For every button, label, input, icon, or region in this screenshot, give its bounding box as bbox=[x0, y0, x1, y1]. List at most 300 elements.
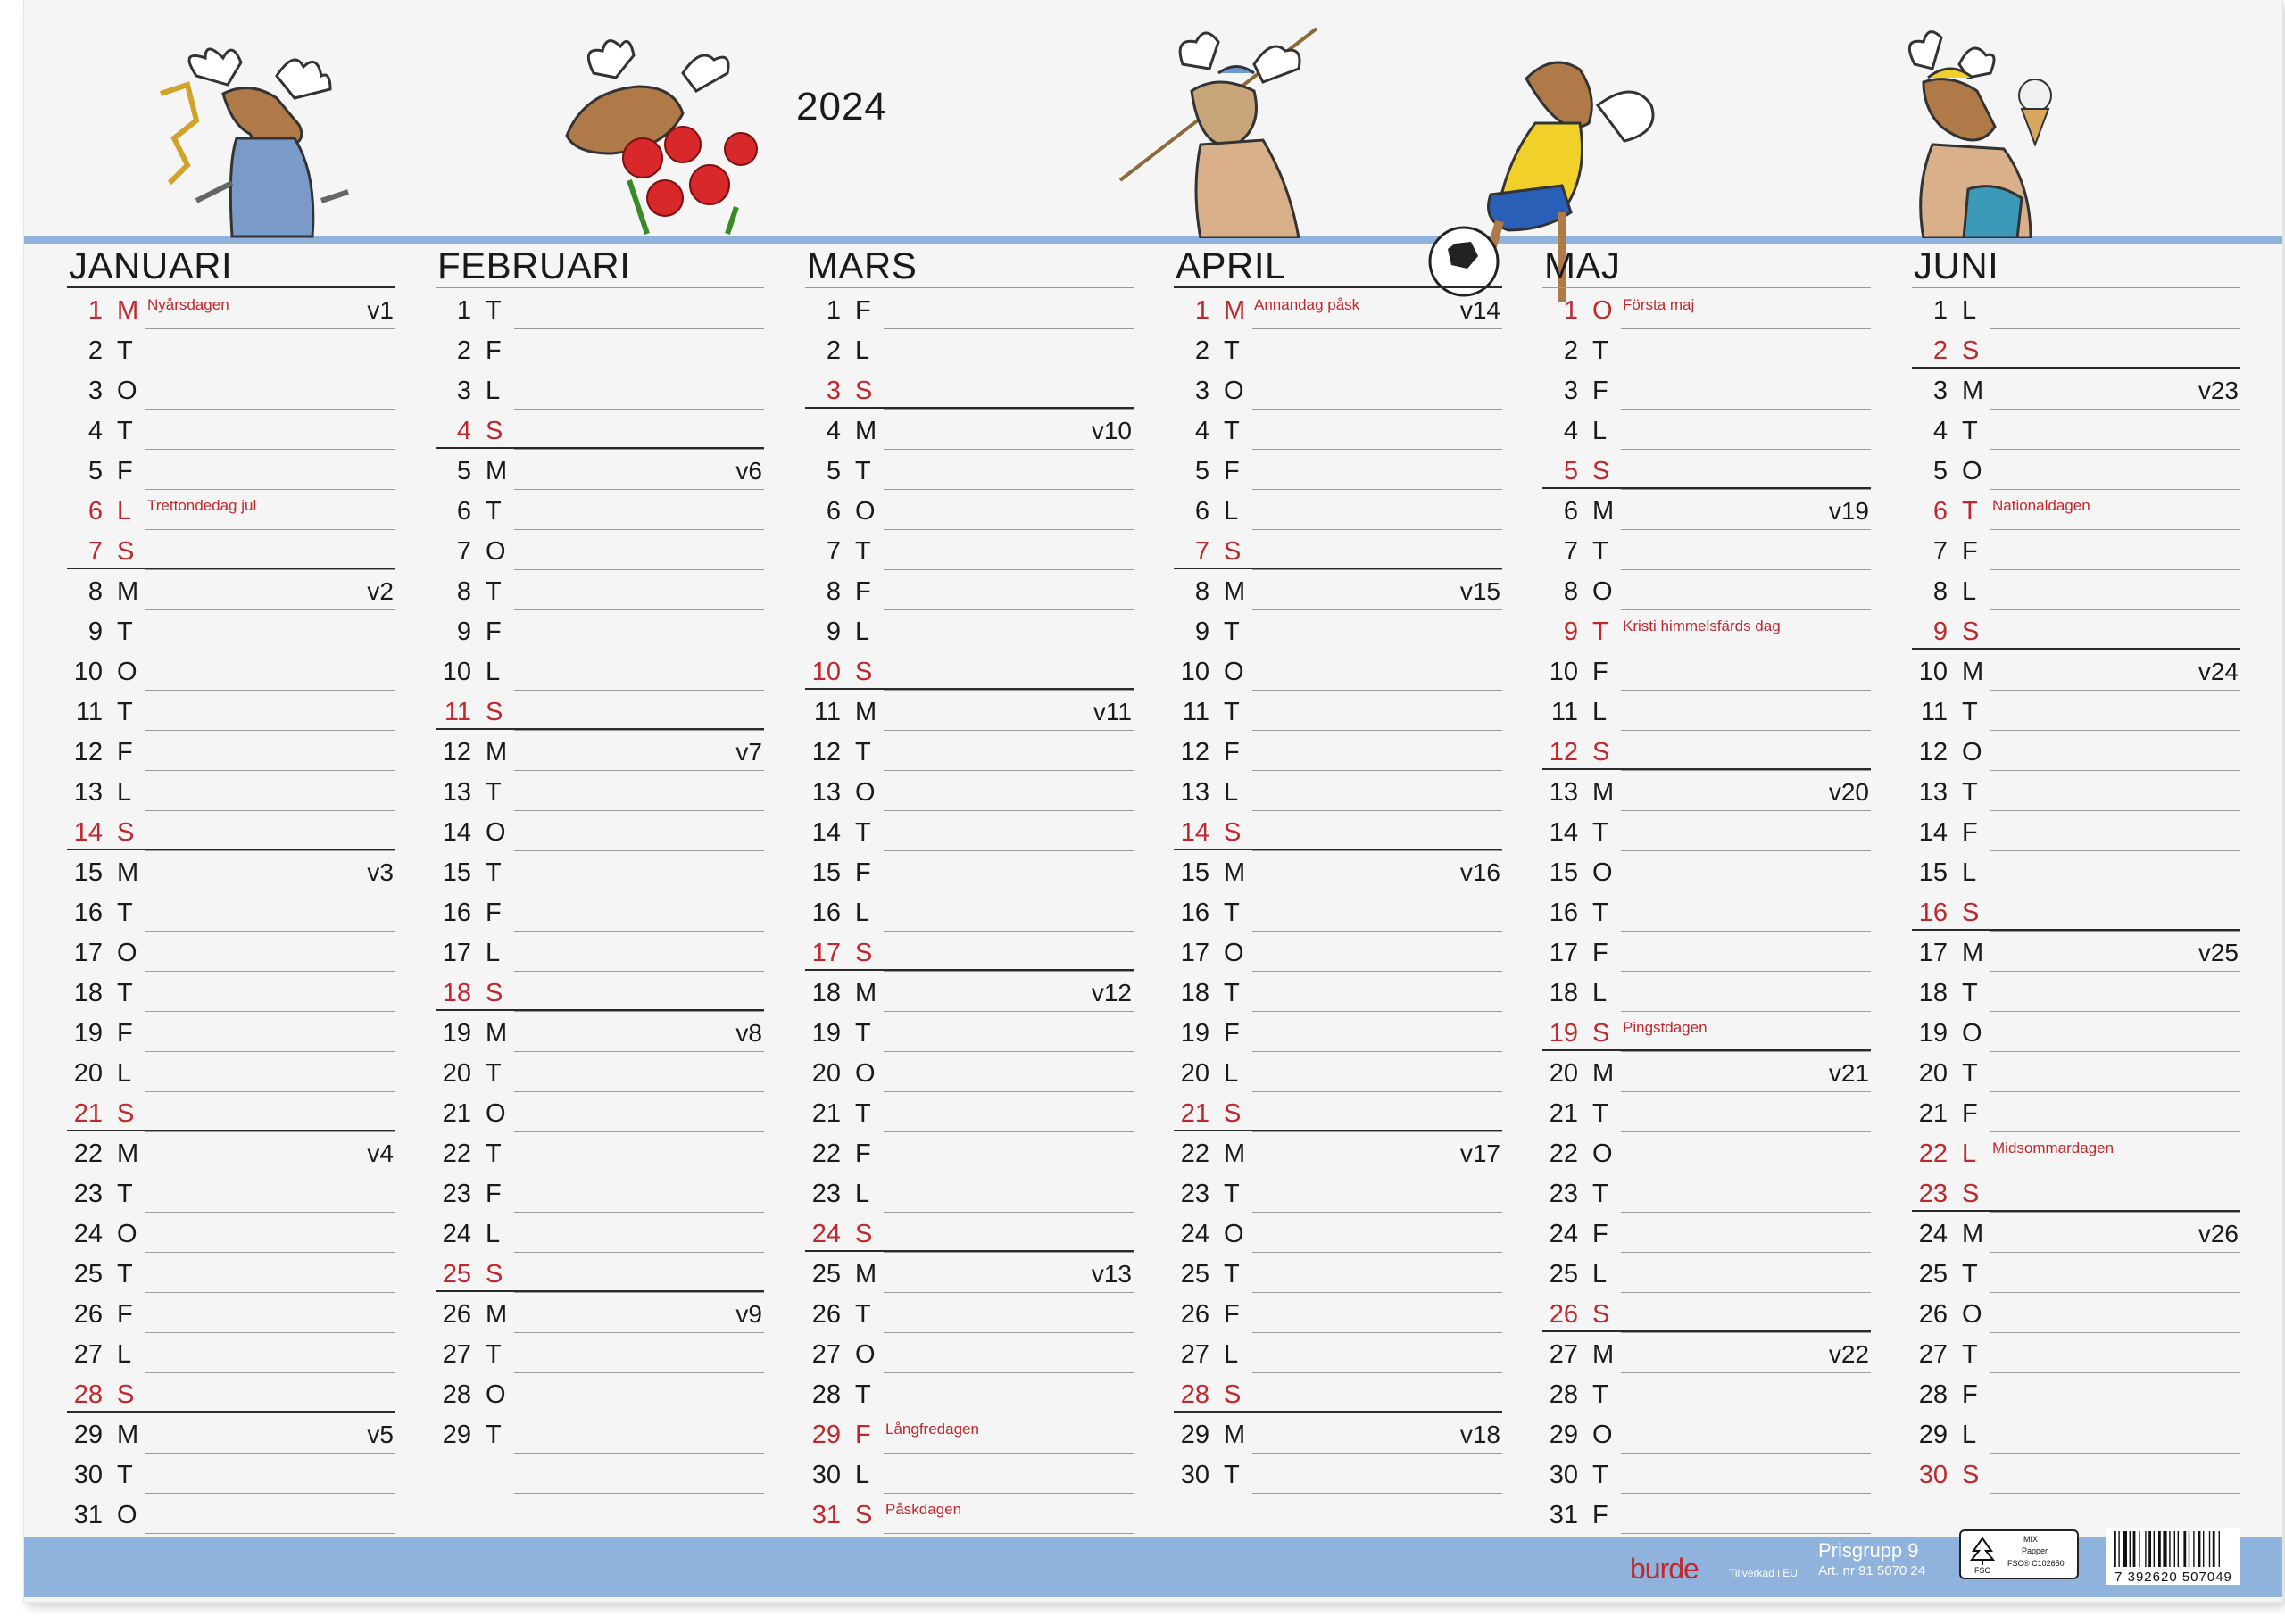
day-number: 20 bbox=[1918, 1059, 1948, 1088]
day-row bbox=[436, 1091, 764, 1131]
weekday-letter: M bbox=[855, 1260, 877, 1288]
day-number: 24 bbox=[1549, 1220, 1578, 1248]
day-row bbox=[436, 690, 764, 730]
weekday-letter: T bbox=[117, 1461, 133, 1489]
day-row bbox=[805, 449, 1134, 489]
day-number: 24 bbox=[1180, 1220, 1209, 1248]
weekday-letter: T bbox=[1962, 698, 1978, 726]
day-number: 13 bbox=[73, 778, 103, 807]
week-number: v20 bbox=[1828, 778, 1869, 806]
weekday-letter: S bbox=[1962, 617, 1980, 646]
weekday-letter: M bbox=[486, 1019, 508, 1048]
barcode-bar bbox=[2123, 1531, 2127, 1567]
day-row bbox=[1542, 1212, 1871, 1252]
day-number: 3 bbox=[456, 377, 471, 405]
day-number: 1 bbox=[826, 296, 841, 325]
day-number: 5 bbox=[1932, 457, 1948, 485]
day-number: 8 bbox=[87, 577, 103, 606]
day-number: 10 bbox=[1180, 658, 1209, 686]
day-row bbox=[1542, 650, 1871, 690]
weekday-letter: T bbox=[486, 497, 502, 526]
day-row bbox=[1542, 770, 1871, 810]
weekday-letter: M bbox=[486, 1300, 508, 1329]
day-row bbox=[436, 529, 764, 569]
day-row bbox=[805, 1453, 1134, 1493]
weekday-letter: M bbox=[486, 738, 508, 766]
weekday-letter: S bbox=[1962, 899, 1980, 927]
barcode-bar bbox=[2163, 1531, 2166, 1567]
day-row bbox=[1912, 1332, 2240, 1372]
day-row bbox=[436, 770, 764, 810]
weekday-letter: S bbox=[855, 1501, 873, 1529]
day-row bbox=[1912, 770, 2240, 810]
day-number: 1 bbox=[1563, 296, 1578, 325]
weekday-letter: O bbox=[1962, 1019, 1982, 1048]
bottom-blue-band bbox=[24, 1537, 2282, 1597]
day-number: 10 bbox=[811, 658, 841, 686]
day-row bbox=[805, 891, 1134, 931]
day-row bbox=[67, 1413, 395, 1453]
barcode-bars bbox=[2106, 1528, 2240, 1569]
day-row bbox=[1912, 1372, 2240, 1413]
day-row bbox=[805, 489, 1134, 529]
weekday-letter: L bbox=[1962, 1139, 1977, 1168]
weekday-letter: O bbox=[1592, 1139, 1613, 1168]
day-row bbox=[1174, 1252, 1502, 1292]
month-column-juni bbox=[1912, 241, 2240, 1493]
barcode-bar bbox=[2154, 1531, 2155, 1567]
weekday-letter: S bbox=[1962, 1461, 1980, 1489]
day-row bbox=[67, 1011, 395, 1051]
weekday-letter: O bbox=[1592, 1421, 1613, 1449]
barcode-bar bbox=[2169, 1531, 2170, 1567]
weekday-letter: F bbox=[855, 577, 871, 606]
day-row bbox=[1174, 288, 1502, 328]
day-number: 1 bbox=[1194, 296, 1209, 325]
day-row bbox=[1542, 1292, 1871, 1332]
day-row bbox=[1912, 369, 2240, 409]
day-number: 6 bbox=[1932, 497, 1948, 526]
day-row bbox=[1912, 1172, 2240, 1212]
day-number: 28 bbox=[1549, 1380, 1578, 1409]
day-row bbox=[67, 891, 395, 931]
day-row bbox=[805, 730, 1134, 770]
day-row bbox=[1542, 971, 1871, 1011]
day-row bbox=[436, 409, 764, 449]
day-row bbox=[1542, 730, 1871, 770]
weekday-letter: T bbox=[1962, 417, 1978, 445]
barcode-number: 7 392620 507049 bbox=[2115, 1570, 2232, 1585]
day-row bbox=[1542, 891, 1871, 931]
day-number: 27 bbox=[442, 1340, 471, 1369]
day-number: 19 bbox=[1918, 1019, 1948, 1048]
day-number: 22 bbox=[442, 1139, 471, 1168]
weekday-letter: F bbox=[1592, 658, 1608, 686]
day-row bbox=[1912, 489, 2240, 529]
day-row bbox=[67, 1212, 395, 1252]
day-row bbox=[436, 1212, 764, 1252]
day-number: 26 bbox=[811, 1300, 841, 1329]
weekday-letter: L bbox=[486, 1220, 501, 1248]
weekday-letter: O bbox=[486, 1099, 506, 1128]
day-number: 13 bbox=[1180, 778, 1209, 807]
writing-line bbox=[1252, 1493, 1502, 1494]
day-number: 20 bbox=[1549, 1059, 1578, 1088]
day-row bbox=[67, 850, 395, 891]
weekday-letter: L bbox=[1962, 296, 1977, 325]
day-number: 21 bbox=[1549, 1099, 1578, 1128]
weekday-letter: T bbox=[855, 738, 871, 766]
day-row bbox=[436, 449, 764, 489]
day-number: 24 bbox=[73, 1220, 103, 1248]
day-number: 5 bbox=[826, 457, 841, 485]
day-number: 3 bbox=[1563, 377, 1578, 405]
weekday-letter: O bbox=[855, 497, 876, 526]
day-row bbox=[67, 931, 395, 971]
month-column-maj bbox=[1542, 241, 1871, 1533]
day-row bbox=[436, 1131, 764, 1172]
day-number: 19 bbox=[73, 1019, 103, 1048]
day-row bbox=[1912, 1011, 2240, 1051]
day-row bbox=[805, 850, 1134, 891]
weekday-letter: L bbox=[855, 336, 870, 365]
week-number: v21 bbox=[1828, 1059, 1869, 1087]
holiday-label: Första maj bbox=[1623, 296, 1695, 313]
day-row bbox=[1542, 1011, 1871, 1051]
week-number: v9 bbox=[735, 1300, 762, 1328]
day-number: 23 bbox=[1549, 1180, 1578, 1208]
week-number: v18 bbox=[1459, 1421, 1500, 1448]
weekday-letter: T bbox=[486, 858, 502, 887]
day-number: 14 bbox=[1918, 818, 1948, 847]
day-row bbox=[1912, 529, 2240, 569]
day-row bbox=[1912, 409, 2240, 449]
weekday-letter: L bbox=[855, 899, 870, 927]
holiday-label: Kristi himmelsfärds dag bbox=[1623, 617, 1781, 634]
day-row bbox=[67, 1131, 395, 1172]
weekday-letter: O bbox=[117, 1220, 137, 1248]
article-number: Art. nr 91 5070 24 bbox=[1818, 1563, 1926, 1578]
weekday-letter: T bbox=[1224, 979, 1240, 1007]
day-row bbox=[805, 328, 1134, 369]
day-number: 18 bbox=[442, 979, 471, 1007]
day-number: 25 bbox=[1918, 1260, 1948, 1288]
day-row bbox=[67, 449, 395, 489]
weekday-letter: S bbox=[117, 1099, 135, 1128]
week-number: v24 bbox=[2198, 658, 2239, 685]
day-number: 4 bbox=[1194, 417, 1209, 445]
weekday-letter: T bbox=[1592, 1180, 1608, 1208]
brand-logo: burde bbox=[1630, 1553, 1699, 1585]
weekday-letter: S bbox=[1224, 1099, 1242, 1128]
day-number: 22 bbox=[1549, 1139, 1578, 1168]
day-number: 14 bbox=[73, 818, 103, 847]
day-row bbox=[1912, 1252, 2240, 1292]
week-number: v1 bbox=[367, 296, 394, 324]
weekday-letter: S bbox=[855, 939, 873, 967]
day-row bbox=[67, 369, 395, 409]
day-row bbox=[1912, 690, 2240, 730]
day-row bbox=[1174, 1372, 1502, 1413]
day-number: 3 bbox=[1194, 377, 1209, 405]
weekday-letter: F bbox=[486, 899, 502, 927]
weekday-letter: F bbox=[1592, 377, 1608, 405]
weekday-letter: T bbox=[1592, 1099, 1608, 1128]
day-row bbox=[1174, 730, 1502, 770]
day-row bbox=[67, 1292, 395, 1332]
day-row bbox=[1174, 810, 1502, 850]
day-number: 9 bbox=[1932, 617, 1948, 646]
weekday-letter: S bbox=[1962, 336, 1980, 365]
day-row bbox=[1912, 1051, 2240, 1091]
day-number: 21 bbox=[442, 1099, 471, 1128]
day-number: 12 bbox=[1180, 738, 1209, 766]
day-row bbox=[1912, 288, 2240, 328]
week-number: v11 bbox=[1093, 698, 1132, 725]
day-row bbox=[436, 971, 764, 1011]
day-row bbox=[1912, 609, 2240, 650]
day-number: 30 bbox=[1549, 1461, 1578, 1489]
weekday-letter: T bbox=[117, 617, 133, 646]
day-number: 6 bbox=[1194, 497, 1209, 526]
day-row bbox=[1542, 569, 1871, 609]
day-row bbox=[1542, 369, 1871, 409]
day-row bbox=[67, 730, 395, 770]
weekday-letter: M bbox=[1962, 939, 1984, 967]
day-row bbox=[1912, 650, 2240, 690]
weekday-letter: F bbox=[855, 858, 871, 887]
day-row bbox=[1542, 609, 1871, 650]
weekday-letter: L bbox=[1592, 1260, 1608, 1288]
week-number: v22 bbox=[1828, 1340, 1869, 1368]
weekday-letter: T bbox=[1592, 1380, 1608, 1409]
weekday-letter: T bbox=[1592, 617, 1608, 646]
weekday-letter: O bbox=[486, 818, 506, 847]
fsc-label bbox=[1959, 1529, 2079, 1579]
day-row bbox=[67, 971, 395, 1011]
weekday-letter: T bbox=[117, 1180, 133, 1208]
day-number: 2 bbox=[456, 336, 471, 365]
day-number: 31 bbox=[811, 1501, 841, 1529]
day-number: 11 bbox=[813, 698, 841, 726]
day-row bbox=[436, 1252, 764, 1292]
day-row bbox=[1174, 409, 1502, 449]
weekday-letter: F bbox=[117, 1019, 133, 1048]
day-number: 7 bbox=[1563, 537, 1578, 566]
day-row bbox=[1542, 409, 1871, 449]
weekday-letter: L bbox=[486, 939, 501, 967]
week-number: v23 bbox=[2198, 377, 2239, 404]
day-number: 10 bbox=[1549, 658, 1578, 686]
weekday-letter: M bbox=[486, 457, 508, 485]
day-row bbox=[1542, 1051, 1871, 1091]
day-row bbox=[805, 1413, 1134, 1453]
day-number: 10 bbox=[442, 658, 471, 686]
weekday-letter: S bbox=[1592, 1300, 1610, 1329]
day-row bbox=[1174, 449, 1502, 489]
month-column-mars bbox=[805, 241, 1134, 1533]
weekday-letter: T bbox=[1224, 1260, 1240, 1288]
day-number: 30 bbox=[811, 1461, 841, 1489]
day-row bbox=[67, 690, 395, 730]
weekday-letter: T bbox=[117, 979, 133, 1007]
writing-line bbox=[1621, 1533, 1871, 1534]
day-row bbox=[1912, 1413, 2240, 1453]
month-title: FEBRUARI bbox=[436, 241, 764, 288]
day-number: 20 bbox=[1180, 1059, 1209, 1088]
day-row bbox=[1542, 1372, 1871, 1413]
week-number: v15 bbox=[1459, 577, 1500, 605]
weekday-letter: M bbox=[117, 1421, 139, 1449]
day-number: 2 bbox=[826, 336, 841, 365]
weekday-letter: F bbox=[1962, 1380, 1978, 1409]
weekday-letter: S bbox=[1592, 1019, 1610, 1048]
day-row bbox=[1542, 690, 1871, 730]
day-number: 5 bbox=[456, 457, 471, 485]
weekday-letter: S bbox=[486, 698, 503, 726]
barcode bbox=[2106, 1528, 2240, 1585]
day-row bbox=[67, 650, 395, 690]
weekday-letter: T bbox=[855, 537, 871, 566]
day-row bbox=[805, 1212, 1134, 1252]
day-row bbox=[67, 1051, 395, 1091]
day-number: 13 bbox=[442, 778, 471, 807]
weekday-letter: M bbox=[855, 698, 877, 726]
day-number: 29 bbox=[1549, 1421, 1578, 1449]
day-number: 22 bbox=[1180, 1139, 1209, 1168]
weekday-letter: S bbox=[486, 979, 503, 1007]
weekday-letter: S bbox=[1224, 1380, 1242, 1409]
day-number: 3 bbox=[826, 377, 841, 405]
day-number: 17 bbox=[1918, 939, 1948, 967]
weekday-letter: T bbox=[117, 336, 133, 365]
day-number: 29 bbox=[811, 1421, 841, 1449]
day-row bbox=[1912, 449, 2240, 489]
day-row bbox=[1542, 489, 1871, 529]
weekday-letter: S bbox=[855, 1220, 873, 1248]
weekday-letter: O bbox=[1592, 577, 1613, 606]
price-group: Prisgrupp 9 bbox=[1818, 1539, 1919, 1562]
day-row bbox=[436, 891, 764, 931]
weekday-letter: O bbox=[1962, 457, 1982, 485]
year-title: 2024 bbox=[796, 85, 887, 128]
day-number: 27 bbox=[811, 1340, 841, 1369]
day-number: 26 bbox=[73, 1300, 103, 1329]
day-number: 23 bbox=[811, 1180, 841, 1208]
day-number: 4 bbox=[826, 417, 841, 445]
day-number: 4 bbox=[1563, 417, 1578, 445]
day-number: 7 bbox=[456, 537, 471, 566]
weekday-letter: T bbox=[855, 1099, 871, 1128]
day-number: 15 bbox=[811, 858, 841, 887]
day-number: 27 bbox=[1180, 1340, 1209, 1369]
day-row bbox=[1912, 328, 2240, 369]
weekday-letter: S bbox=[1962, 1180, 1980, 1208]
day-row bbox=[67, 1332, 395, 1372]
day-row bbox=[67, 609, 395, 650]
day-number: 12 bbox=[442, 738, 471, 766]
holiday-label: Pingstdagen bbox=[1623, 1019, 1708, 1036]
weekday-letter: L bbox=[1962, 858, 1977, 887]
day-row bbox=[67, 1091, 395, 1131]
day-number: 16 bbox=[1918, 899, 1948, 927]
day-row bbox=[67, 489, 395, 529]
day-row bbox=[436, 650, 764, 690]
weekday-letter: T bbox=[486, 778, 502, 807]
day-number: 7 bbox=[826, 537, 841, 566]
weekday-letter: L bbox=[117, 497, 132, 526]
weekday-letter: M bbox=[1592, 497, 1615, 526]
weekday-letter: O bbox=[486, 537, 506, 566]
weekday-letter: T bbox=[855, 1380, 871, 1409]
day-row bbox=[1542, 1252, 1871, 1292]
day-number: 6 bbox=[87, 497, 103, 526]
holiday-label: Nationaldagen bbox=[1992, 497, 2090, 514]
fsc-paper: Papper bbox=[2022, 1546, 2048, 1555]
weekday-letter: T bbox=[486, 577, 502, 606]
day-row bbox=[805, 1252, 1134, 1292]
day-number: 8 bbox=[1563, 577, 1578, 606]
weekday-letter: M bbox=[1224, 296, 1246, 325]
day-number: 8 bbox=[1194, 577, 1209, 606]
weekday-letter: O bbox=[1962, 738, 1982, 766]
day-row bbox=[1912, 1453, 2240, 1493]
weekday-letter: T bbox=[117, 1260, 133, 1288]
weekday-letter: T bbox=[1224, 617, 1240, 646]
weekday-letter: T bbox=[1224, 1180, 1240, 1208]
day-number: 18 bbox=[1918, 979, 1948, 1007]
week-number: v25 bbox=[2198, 939, 2239, 966]
weekday-letter: L bbox=[1592, 698, 1608, 726]
day-row bbox=[1542, 288, 1871, 328]
holiday-label: Trettondedag jul bbox=[147, 497, 257, 514]
day-number: 14 bbox=[1549, 818, 1578, 847]
day-number: 21 bbox=[1180, 1099, 1209, 1128]
day-number: 30 bbox=[73, 1461, 103, 1489]
day-number: 14 bbox=[1180, 818, 1209, 847]
day-number: 24 bbox=[442, 1220, 471, 1248]
day-row bbox=[1542, 328, 1871, 369]
weekday-letter: M bbox=[117, 858, 139, 887]
day-number: 21 bbox=[811, 1099, 841, 1128]
weekday-letter: T bbox=[486, 296, 502, 325]
weekday-letter: T bbox=[1224, 1461, 1240, 1489]
day-row bbox=[1174, 1051, 1502, 1091]
week-number: v4 bbox=[367, 1139, 394, 1167]
weekday-letter: T bbox=[1592, 1461, 1608, 1489]
holiday-label: Långfredagen bbox=[885, 1421, 979, 1438]
weekday-letter: L bbox=[1224, 497, 1239, 526]
barcode-bar bbox=[2209, 1531, 2210, 1567]
writing-line bbox=[514, 1493, 764, 1494]
day-number: 23 bbox=[73, 1180, 103, 1208]
day-number: 27 bbox=[1918, 1340, 1948, 1369]
weekday-letter: L bbox=[1224, 1059, 1239, 1088]
barcode-bar bbox=[2130, 1531, 2131, 1567]
month-column-januari bbox=[67, 241, 395, 1533]
day-row bbox=[1174, 1332, 1502, 1372]
day-number: 12 bbox=[1549, 738, 1578, 766]
weekday-letter: F bbox=[1224, 457, 1240, 485]
day-number: 26 bbox=[1918, 1300, 1948, 1329]
weekday-letter: F bbox=[117, 457, 133, 485]
weekday-letter: O bbox=[1224, 939, 1244, 967]
day-number: 6 bbox=[1563, 497, 1578, 526]
day-row bbox=[1174, 770, 1502, 810]
day-number: 28 bbox=[442, 1380, 471, 1409]
day-number: 15 bbox=[1549, 858, 1578, 887]
holiday-label: Midsommardagen bbox=[1992, 1139, 2115, 1156]
